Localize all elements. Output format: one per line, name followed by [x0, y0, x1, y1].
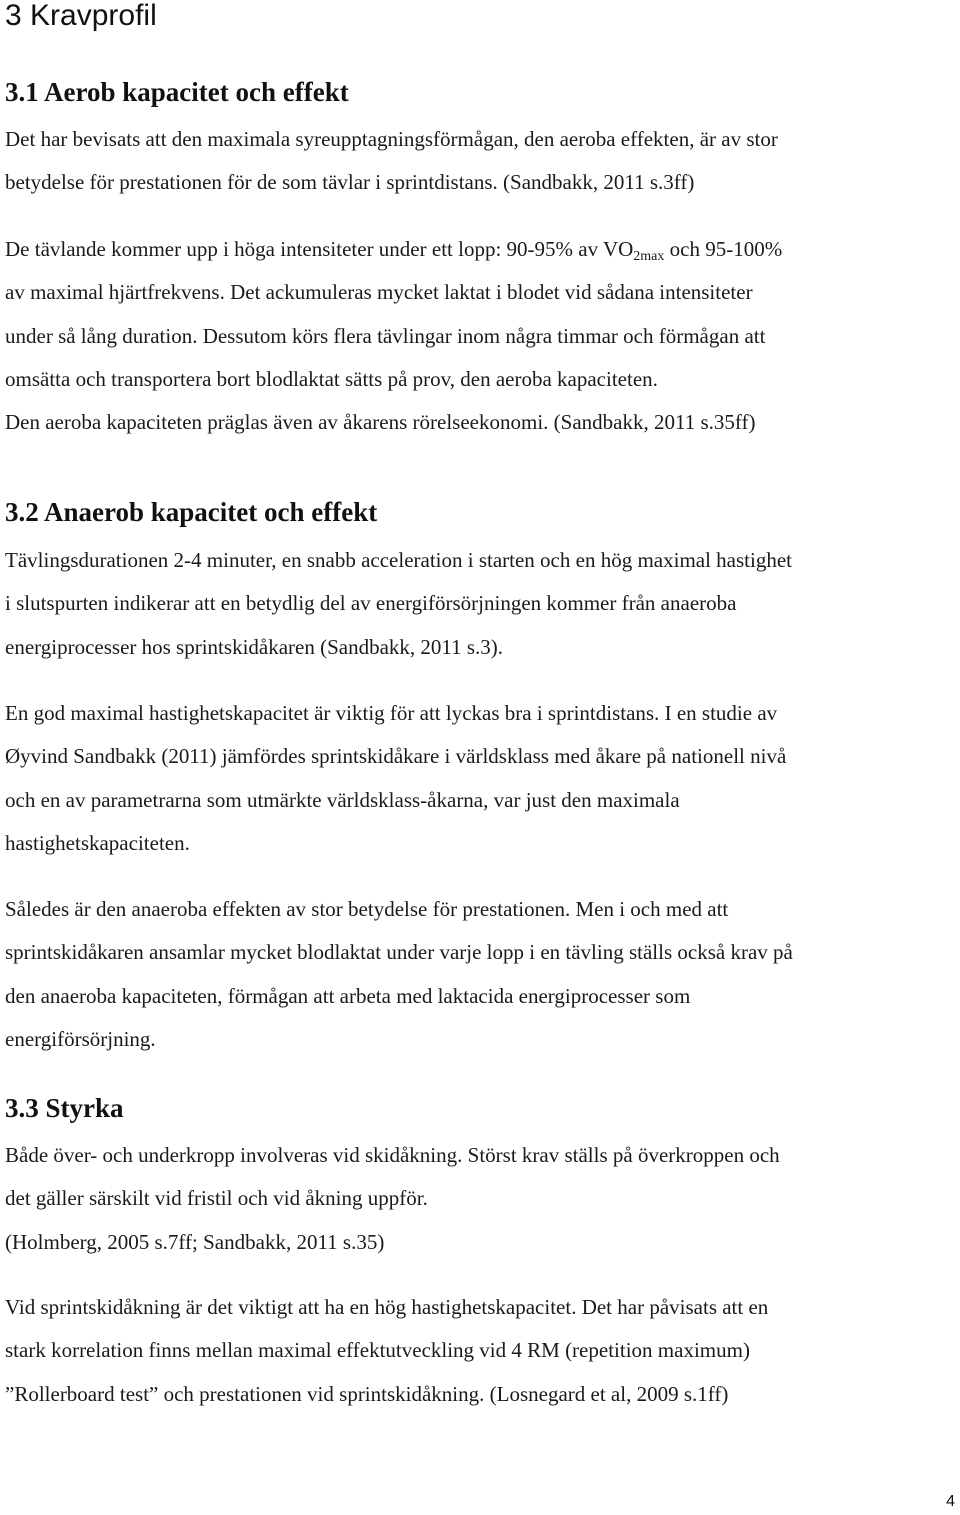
text-segment: och 95-100% [664, 237, 783, 261]
text-line: Tävlingsdurationen 2-4 minuter, en snabb acceleration i starten och en hög maximal hastighet [5, 548, 792, 572]
text-segment: De tävlande kommer upp i höga intensiteter under ett lopp: 90-95% av VO [5, 237, 634, 261]
text-line: omsätta och transportera bort blodlaktat sätts på prov, den aeroba kapaciteten. [5, 366, 658, 391]
section-heading-3-2: 3.2 Anaerob kapacitet och effekt [5, 497, 378, 527]
text-line: Det har bevisats att den maximala syreupptagningsförmågan, den aeroba effekten, är av stor [5, 127, 778, 151]
text-line: Øyvind Sandbakk (2011) jämfördes sprintskidåkare i världsklass med åkare på nationell nivå [5, 744, 787, 769]
text-line: av maximal hjärtfrekvens. Det ackumuleras mycket laktat i blodet vid sådana intensiteter [5, 280, 753, 305]
vo2max-subscript: 2max [633, 249, 665, 264]
text-line: energiprocesser hos sprintskidåkaren (Sandbakk, 2011 s.3). [5, 634, 504, 659]
paragraph-3-1-1 [5, 118, 960, 205]
paragraph-3-2-3 [5, 888, 960, 1061]
text-line: den anaeroba kapaciteten, förmågan att arbeta med laktacida energiprocesser som [5, 983, 691, 1008]
text-line: och en av parametrarna som utmärkte världsklass-åkarna, var just den maximala [5, 787, 680, 812]
section-heading-3-1: 3.1 Aerob kapacitet och effekt [5, 77, 349, 107]
text-line: Den aeroba kapaciteten präglas även av åkarens rörelseekonomi. (Sandbakk, 2011 s.35ff) [5, 410, 756, 435]
paragraph-3-3-1 [5, 1134, 960, 1264]
citation-line: (Holmberg, 2005 s.7ff; Sandbakk, 2011 s.35) [5, 1229, 385, 1254]
text-line: det gäller särskilt vid fristil och vid åkning uppför. [5, 1186, 428, 1211]
text-line: betydelse för prestationen för de som tävlar i sprintdistans. (Sandbakk, 2011 s.3ff) [5, 170, 695, 195]
text-line: Både över- och underkropp involveras vid skidåkning. Störst krav ställs på överkroppen och [5, 1143, 780, 1167]
text-line: hastighetskapaciteten. [5, 830, 190, 855]
text-line: stark korrelation finns mellan maximal effektutveckling vid 4 RM (repetition maximum) [5, 1338, 750, 1363]
text-line: ”Rollerboard test” och prestationen vid sprintskidåkning. (Losnegard et al, 2009 s.1ff) [5, 1381, 729, 1406]
section-heading-3-3: 3.3 Styrka [5, 1093, 124, 1123]
text-line: i slutspurten indikerar att en betydlig del av energiförsörjningen kommer från anaeroba [5, 591, 737, 616]
text-line: Således är den anaeroba effekten av stor betydelse för prestationen. Men i och med att [5, 897, 729, 921]
text-line: sprintskidåkaren ansamlar mycket blodlaktat under varje lopp i en tävling ställs också krav på [5, 940, 793, 965]
paragraph-3-2-2 [5, 692, 960, 865]
paragraph-3-2-1 [5, 539, 960, 669]
chapter-title: 3 Kravprofil [5, 0, 157, 32]
text-line: under så lång duration. Dessutom körs flera tävlingar inom några timmar och förmågan att [5, 323, 766, 348]
text-line: energiförsörjning. [5, 1026, 156, 1051]
text-line: Vid sprintskidåkning är det viktigt att ha en hög hastighetskapacitet. Det har påvisats att en [5, 1295, 769, 1319]
text-line: En god maximal hastighetskapacitet är viktig för att lyckas bra i sprintdistans. I en studie av [5, 701, 778, 725]
paragraph-3-1-2 [5, 228, 960, 444]
page-number: 4 [946, 1493, 955, 1510]
paragraph-3-3-2 [5, 1286, 960, 1416]
text-line-with-subscript [5, 228, 960, 271]
